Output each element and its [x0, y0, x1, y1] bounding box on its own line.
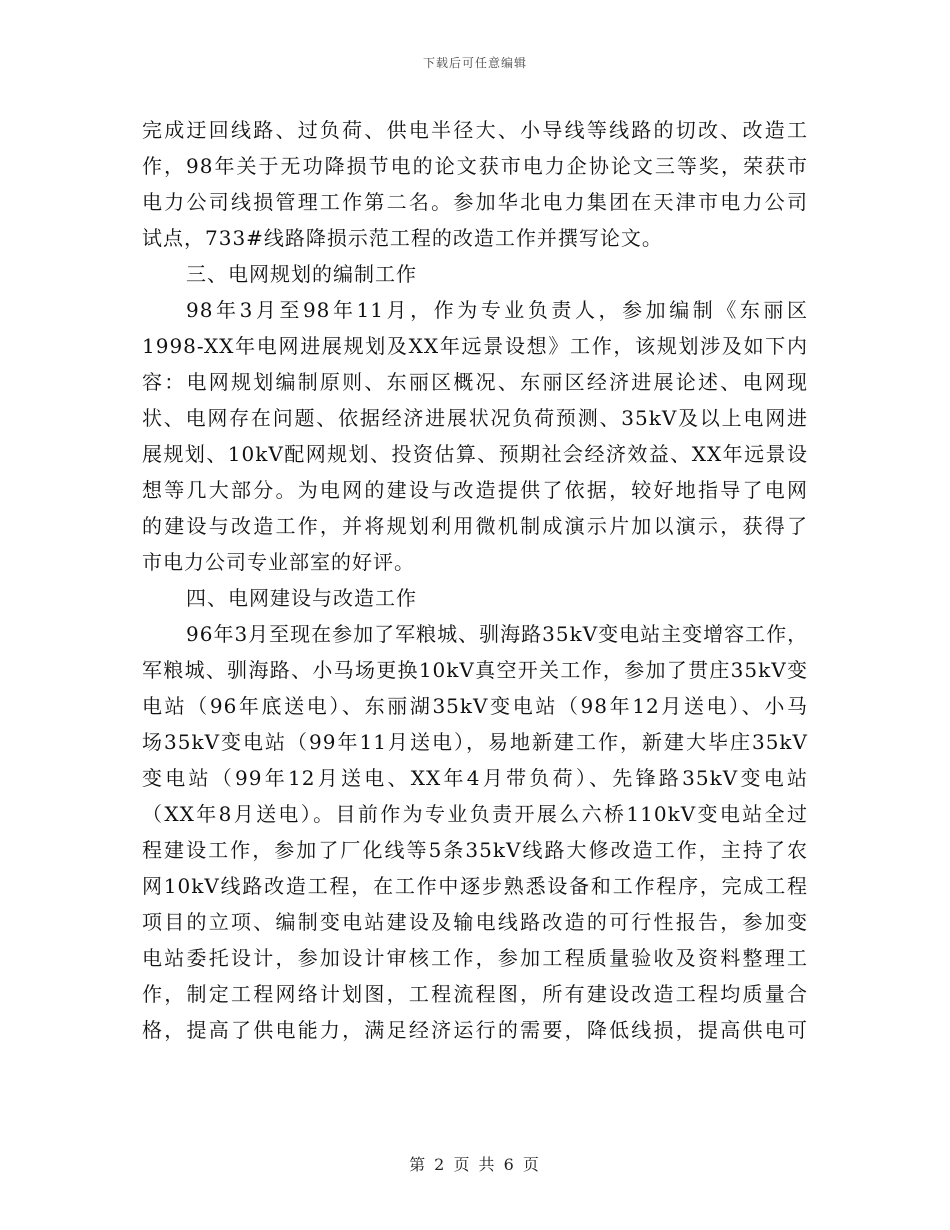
- paragraph-line: 电力公司线损管理工作第二名。参加华北电力集团在天津市电力公司: [142, 190, 808, 214]
- paragraph-line: 变电站（99年12月送电、XX年4月带负荷）、先锋路35kV变电站: [142, 766, 808, 790]
- paragraph-line: 完成迂回线路、过负荷、供电半径大、小导线等线路的切改、改造工: [142, 118, 808, 142]
- paragraph-line: 电站（96年底送电）、东丽湖35kV变电站（98年12月送电）、小马: [142, 694, 808, 718]
- paragraph-line: 电站委托设计，参加设计审核工作，参加工程质量验收及资料整理工: [142, 946, 808, 970]
- section-heading: 四、电网建设与改造工作: [186, 586, 417, 610]
- paragraph-line: 展规划、10kV配网规划、投资估算、预期社会经济效益、XX年远景设: [142, 442, 808, 466]
- page-header: 下载后可任意编辑: [422, 56, 527, 70]
- paragraph-line: 容：电网规划编制原则、东丽区概况、东丽区经济进展论述、电网现: [142, 370, 808, 394]
- paragraph-line: 状、电网存在问题、依据经济进展状况负荷预测、35kV及以上电网进: [142, 406, 808, 430]
- paragraph-line: 98年3月至98年11月，作为专业负责人，参加编制《东丽区: [186, 298, 808, 322]
- paragraph-line: 想等几大部分。为电网的建设与改造提供了依据，较好地指导了电网: [142, 478, 808, 502]
- paragraph-line: 程建设工作，参加了厂化线等5条35kV线路大修改造工作，主持了农: [142, 838, 808, 862]
- paragraph-line: 项目的立项、编制变电站建设及输电线路改造的可行性报告，参加变: [142, 910, 808, 934]
- paragraph-line: 市电力公司专业部室的好评。: [142, 550, 415, 574]
- paragraph-line: 场35kV变电站（99年11月送电），易地新建工作，新建大毕庄35kV: [142, 730, 808, 754]
- paragraph-line: 作，制定工程网络计划图，工程流程图，所有建设改造工程均质量合: [142, 982, 808, 1006]
- document-body: [142, 112, 808, 1048]
- paragraph-line: 96年3月至现在参加了军粮城、驯海路35kV变电站主变增容工作，: [186, 622, 808, 646]
- section-heading: 三、电网规划的编制工作: [186, 262, 417, 286]
- paragraph-line: 的建设与改造工作，并将规划利用微机制成演示片加以演示，获得了: [142, 514, 808, 538]
- paragraph-line: 试点，733#线路降损示范工程的改造工作并撰写论文。: [142, 226, 663, 250]
- paragraph-line: （XX年8月送电）。目前作为专业负责开展么六桥110kV变电站全过: [142, 802, 808, 826]
- paragraph-line: 格，提高了供电能力，满足经济运行的需要，降低线损，提高供电可: [142, 1018, 808, 1042]
- paragraph-line: 1998-XX年电网进展规划及XX年远景设想》工作，该规划涉及如下内: [142, 334, 808, 358]
- paragraph-line: 军粮城、驯海路、小马场更换10kV真空开关工作，参加了贯庄35kV变: [142, 658, 808, 682]
- page-footer: 第 2 页 共 6 页: [409, 1155, 541, 1174]
- paragraph-line: 网10kV线路改造工程，在工作中逐步熟悉设备和工作程序，完成工程: [142, 874, 808, 898]
- paragraph-line: 作，98年关于无功降损节电的论文获市电力企协论文三等奖，荣获市: [142, 154, 808, 178]
